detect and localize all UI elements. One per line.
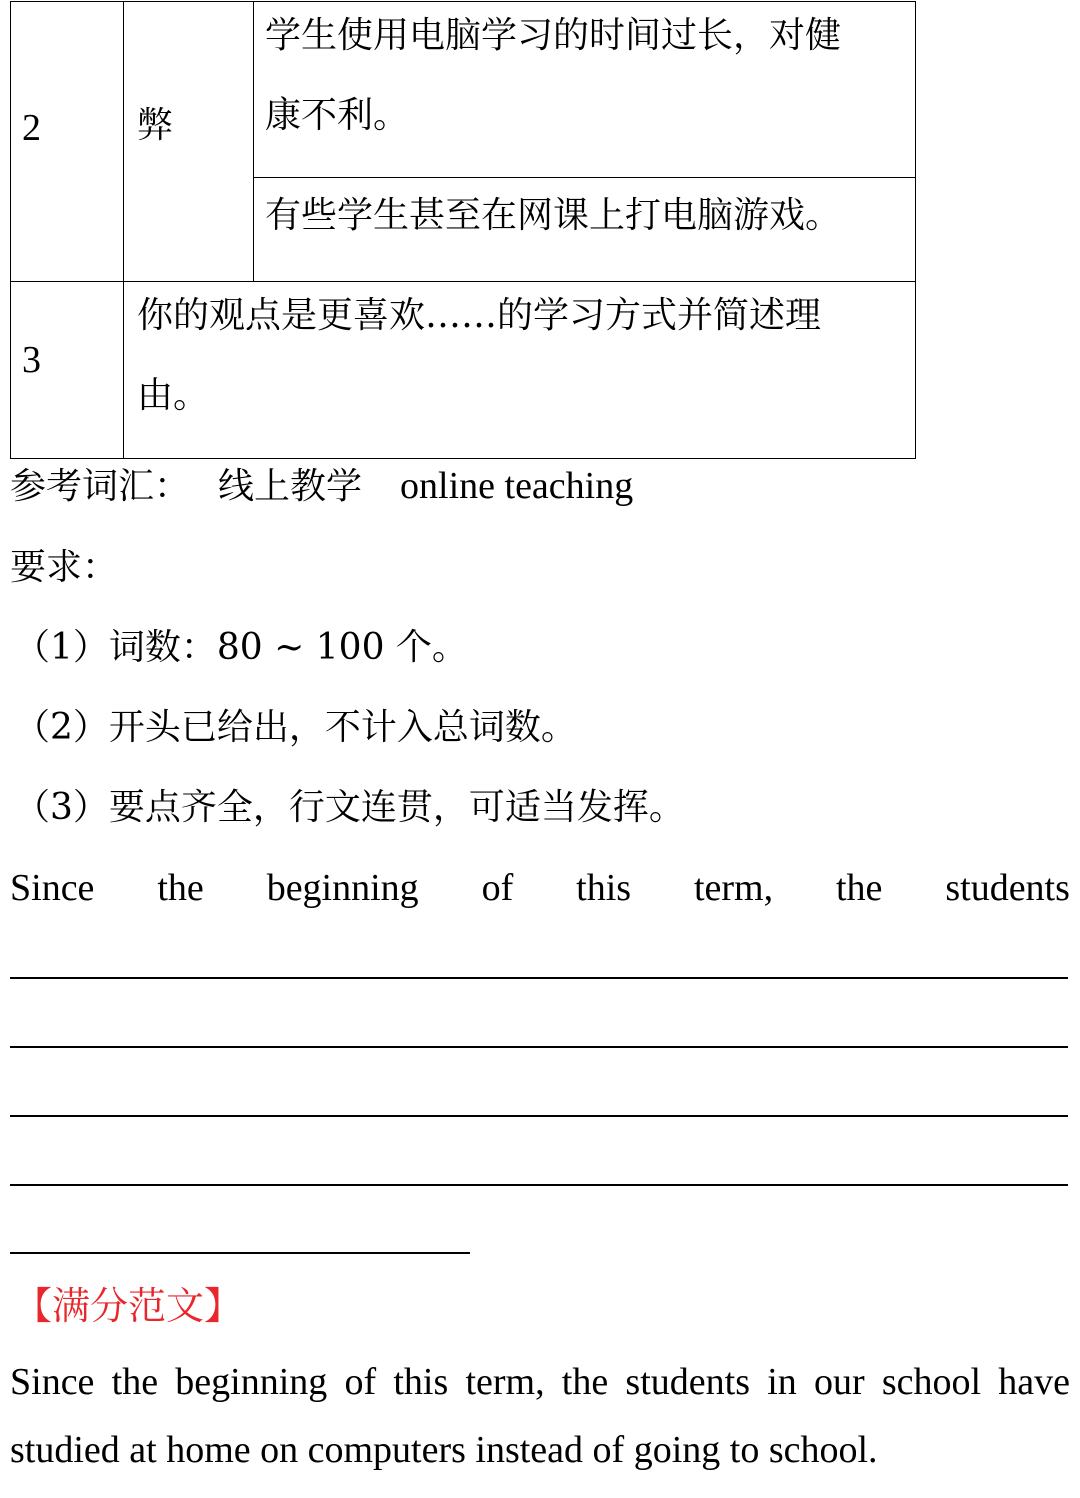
model-essay-line: studied at home on computers instead of going to school.	[10, 1429, 878, 1471]
writing-line	[10, 1252, 470, 1254]
requirements-label: 要求：	[10, 547, 119, 588]
opening-word: beginning	[266, 867, 419, 909]
writing-line	[10, 1046, 1068, 1048]
table-row-number: 2	[22, 107, 41, 149]
opening-word: students	[945, 867, 1070, 909]
writing-line	[10, 1184, 1068, 1186]
table-cell-point: 康不利。	[265, 95, 410, 136]
vocab-cn: 线上教学	[218, 466, 363, 507]
writing-line	[10, 1115, 1068, 1117]
table-border-right	[915, 1, 916, 459]
table-row-number: 3	[22, 339, 41, 381]
table-border-left	[10, 1, 11, 459]
writing-line	[10, 977, 1068, 979]
opening-word: the	[157, 867, 204, 909]
table-divider-col2	[253, 1, 254, 282]
model-essay-line: Since the beginning of this term, the students in our school have	[10, 1361, 1070, 1403]
vocab-en: online teaching	[400, 465, 634, 507]
table-cell-content: 由。	[137, 375, 210, 416]
table-cell-content: 你的观点是更喜欢……的学习方式并简述理	[137, 295, 822, 336]
opening-word: this	[576, 867, 632, 909]
opening-word: term,	[693, 867, 774, 909]
model-essay-heading: 【满分范文】	[14, 1284, 243, 1328]
opening-word: of	[481, 867, 514, 909]
requirement-item: （1）词数：80 ~ 100 个。	[14, 627, 468, 668]
opening-word: the	[836, 867, 883, 909]
requirement-item: （3）要点齐全，行文连贯，可适当发挥。	[14, 787, 685, 828]
table-divider-col1	[123, 1, 124, 459]
table-border-bottom	[10, 458, 916, 459]
vocab-line	[10, 462, 633, 511]
opening-word: Since	[10, 867, 95, 909]
vocab-label: 参考词汇：	[10, 466, 191, 507]
table-cell-point: 有些学生甚至在网课上打电脑游戏。	[265, 195, 842, 236]
opening-sentence	[10, 864, 1070, 912]
table-row-category: 弊	[137, 105, 174, 146]
table-cell-point: 学生使用电脑学习的时间过长，对健	[265, 15, 842, 56]
requirement-item: （2）开头已给出，不计入总词数。	[14, 707, 577, 748]
